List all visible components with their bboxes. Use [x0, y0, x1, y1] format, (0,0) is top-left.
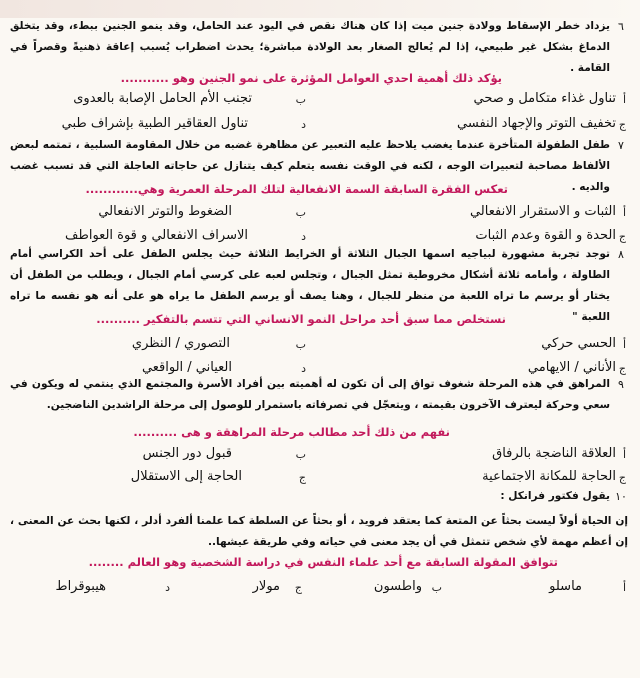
question-prompt: نستخلص مما سبق أحد مراحل النمو الانساني التي تتسم بالتفكير .......... — [96, 312, 506, 326]
question-text: طفل الطفولة المتأخرة عندما يغضب يلاحظ عليه التعبير عن مظاهرة غضبه من خلال المقاومة السلبية ، تمتمه لبعض الألفاظ مصاحبة لتعبيرات الوجه ، لكنه في الوقت نفسه يتعلم كيف يتنازل عن حاجاته العاجلة التي قد تسبب غضب والديه . — [10, 139, 610, 193]
question-prompt: نفهم من ذلك أحد مطالب مرحلة المراهقة و هى .......... — [133, 425, 450, 439]
quote-text-block — [10, 511, 628, 553]
question-number: ٦ — [618, 20, 624, 33]
option-letter: د — [301, 118, 306, 131]
question-number: ٨ — [618, 248, 624, 261]
option-a[interactable]: الحسي حركي — [541, 336, 616, 351]
question-number: ٩ — [618, 378, 624, 391]
question-text: إن الحياة أولاً ليست بحثاً عن المتعة كما يعتقد فرويد ، أو بحثاً عن السلطة كما علمنا ألفرد أدلر ، لكنها بحث عن المعنى ، إن أعظم مهمة لأي شخص تتمثل في أن يجد معنى في حياته وفي طريقة عيشها.. — [10, 515, 628, 548]
option-letter: ج — [618, 471, 626, 484]
option-letter: ج — [618, 362, 626, 375]
option-letter: أ — [622, 206, 626, 219]
question-prompt: تعكس الفقرة السابقة السمة الانفعالية لتلك المرحلة العمرية وهي............ — [85, 182, 508, 196]
question-prompt: تتوافق المقولة السابقة مع أحد علماء النفس في دراسة الشخصية وهو العالم ........ — [88, 555, 558, 569]
question-number: ١٠ — [615, 490, 627, 503]
option-letter: أ — [622, 338, 626, 351]
question-9 — [10, 374, 628, 416]
question-text: يزداد خطر الإسقاط وولادة جنين ميت إذا كان هناك نقص في اليود عند الحامل، وقد ينمو الجنين ببطء، وقد يتخلق الدماغ بشكل غير طبيعي، إذا لم يُعالج الصغار بعد الولادة مباشرة؛ يحدث اضطراب يُسبب إعاقة ذهنيةً وقصراً في القامة . — [10, 20, 610, 74]
option-letter: ج — [618, 230, 626, 243]
option-c[interactable]: تخفيف التوتر والإجهاد النفسي — [457, 116, 616, 131]
option-d[interactable]: تناول العقاقير الطبية بإشراف طبي — [61, 116, 248, 131]
option-c[interactable]: الأناني / الايهامي — [527, 360, 616, 375]
option-letter: ب — [295, 93, 306, 106]
question-number: ٧ — [618, 139, 624, 152]
option-letter: ج — [618, 118, 626, 131]
option-b[interactable]: قبول دور الجنس — [142, 446, 232, 461]
option-a[interactable]: ماسلو — [549, 579, 582, 594]
question-text: توجد تجربة مشهورة لبياجيه اسمها الجبال الثلاثة أو الخرايط الثلاثة حيث يجلس الطفل على أحد الكراسي أمام الطاولة ، وأمامه ثلاثة أشكال مخروطية تمثل الجبال ، وتجلس لعبه على كرسي أمام الجبال ، ويطلب من الطفل أن يختار أو يرسم ما تراه اللعبة من منظر للجبال ، وهنا يصف أو يرسم الطفل ما يراه هو على أنه هو نفسه ما تراه اللعبة " — [10, 248, 610, 323]
option-c[interactable]: مولار — [252, 579, 280, 594]
question-10 — [10, 486, 628, 507]
option-c[interactable]: الحدة و القوة وعدم الثبات — [475, 228, 616, 243]
option-letter: ب — [295, 206, 306, 219]
option-d[interactable]: الحاجة إلى الاستقلال — [130, 469, 242, 484]
question-prompt: يؤكد ذلك أهمية احدي العوامل المؤثرة على نمو الجنين وهو ........... — [120, 71, 502, 85]
question-intro: يقول فكتور فرانكل : — [500, 490, 610, 502]
option-c[interactable]: الحاجة للمكانة الاجتماعية — [482, 469, 616, 484]
question-text: المراهق في هذه المرحلة شغوف تواق إلى أن تكون له أهميته بين أفراد الأسرة والمجتمع الذي ينتمي له ويكون في سعي وحركة ليعترف الآخرون بقيمته ، ويتعجّل في تصرفاته باستمرار للوصول إلى مرحلة الراشدين الناضجين. — [10, 378, 610, 411]
option-b[interactable]: التصوري / النظري — [131, 336, 230, 351]
option-letter: ب — [295, 338, 306, 351]
option-letter: د — [301, 230, 306, 243]
option-d[interactable]: هيبوقراط — [55, 579, 106, 594]
option-letter: ب — [431, 581, 442, 594]
option-a[interactable]: تناول غذاء متكامل و صحي — [473, 91, 616, 106]
option-a[interactable]: الثبات و الاستقرار الانفعالي — [469, 204, 616, 219]
option-b[interactable]: واطسون — [373, 579, 422, 594]
question-6 — [10, 16, 628, 79]
option-letter: أ — [622, 93, 626, 106]
option-letter: أ — [622, 581, 626, 594]
option-letter: ب — [295, 448, 306, 461]
option-letter: ج — [294, 581, 302, 594]
option-letter: د — [301, 362, 306, 375]
option-b[interactable]: الضغوط والتوتر الانفعالي — [98, 204, 232, 219]
option-letter: د — [165, 581, 170, 594]
option-a[interactable]: العلاقة الناضجة بالرفاق — [492, 446, 616, 461]
option-d[interactable]: العياني / الواقعي — [141, 360, 232, 375]
option-letter: أ — [622, 448, 626, 461]
option-letter: ج — [298, 471, 306, 484]
option-b[interactable]: تجنب الأم الحامل الإصابة بالعدوى — [73, 91, 252, 106]
option-d[interactable]: الاسراف الانفعالي و قوة العواطف — [65, 228, 248, 243]
